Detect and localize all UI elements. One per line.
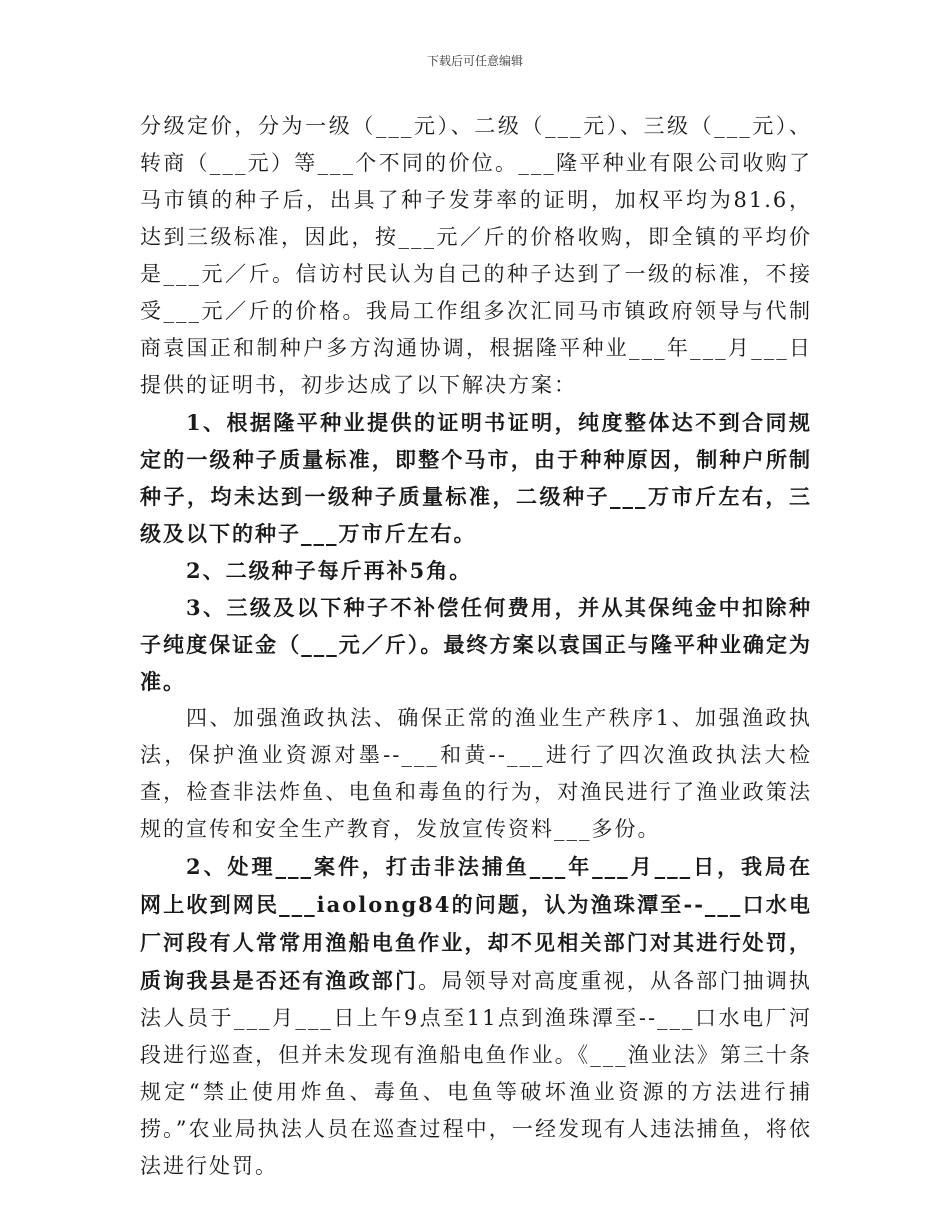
case-handling-heading: 2、处理___案件，打击非法捕鱼___年___月___日，我局在网上收到网民___iaolong84的问题，认为渔珠潭至--___口水电厂河段有人常常用渔船电鱼作业，却不见相关部门对其进行处罚，质询我县是否还有渔政部门 [140,854,812,993]
paragraph-solution-2: 2、二级种子每斤再补5角。 [186,558,473,583]
case-handling-body: 。局领导对高度重视，从各部门抽调执法人员于___月___日上午9点至11点到渔珠潭至--___口水电厂河段进行巡查，但并未发现有渔船电鱼作业。《___渔业法》第三十条规定“禁止使用炸鱼、毒鱼、电鱼等破坏渔业资源的方法进行捕捞。”农业局执法人员在巡查过程中，一经发现有人违法捕鱼，将依法进行处罚。 [140,969,813,1178]
page-header: 下载后可任意编辑 [426,54,523,68]
paragraph-solution-3: 3、三级及以下种子不补偿任何费用，并从其保纯金中扣除种子纯度保证金（___元／斤）。最终方案以袁国正与隆平种业确定为准。 [140,595,812,694]
paragraph-fishery-enforcement: 四、加强渔政执法、确保正常的渔业生产秩序1、加强渔政执法，保护渔业资源对墨--___和黄--___进行了四次渔政执法大检查，检查非法炸鱼、电鱼和毒鱼的行为，对渔民进行了渔业政策法规的宣传和安全生产教育，发放宣传资料___多份。 [140,706,812,841]
paragraph-pricing: 分级定价，分为一级（___元）、二级（___元）、三级（___元）、转商（___元）等___个不同的价位。___隆平种业有限公司收购了马市镇的种子后，出具了种子发芽率的证明，加权平均为81.6，达到三级标准，因此，按___元／斤的价格收购，即全镇的平均价是___元／斤。信访村民认为自己的种子达到了一级的标准，不接受___元／斤的价格。我局工作组多次汇同马市镇政府领导与代制商袁国正和制种户多方沟通协调，根据隆平种业___年___月___日提供的证明书，初步达成了以下解决方案： [140,114,812,397]
paragraph-case-handling [140,848,812,1185]
paragraph-solution-1: 1、根据隆平种业提供的证明书证明，纯度整体达不到合同规定的一级种子质量标准，即整个马市，由于种种原因，制种户所制种子，均未达到一级种子质量标准，二级种子___万市斤左右，三级及以下的种子___万市斤左右。 [140,410,812,546]
document-body [140,108,812,1185]
